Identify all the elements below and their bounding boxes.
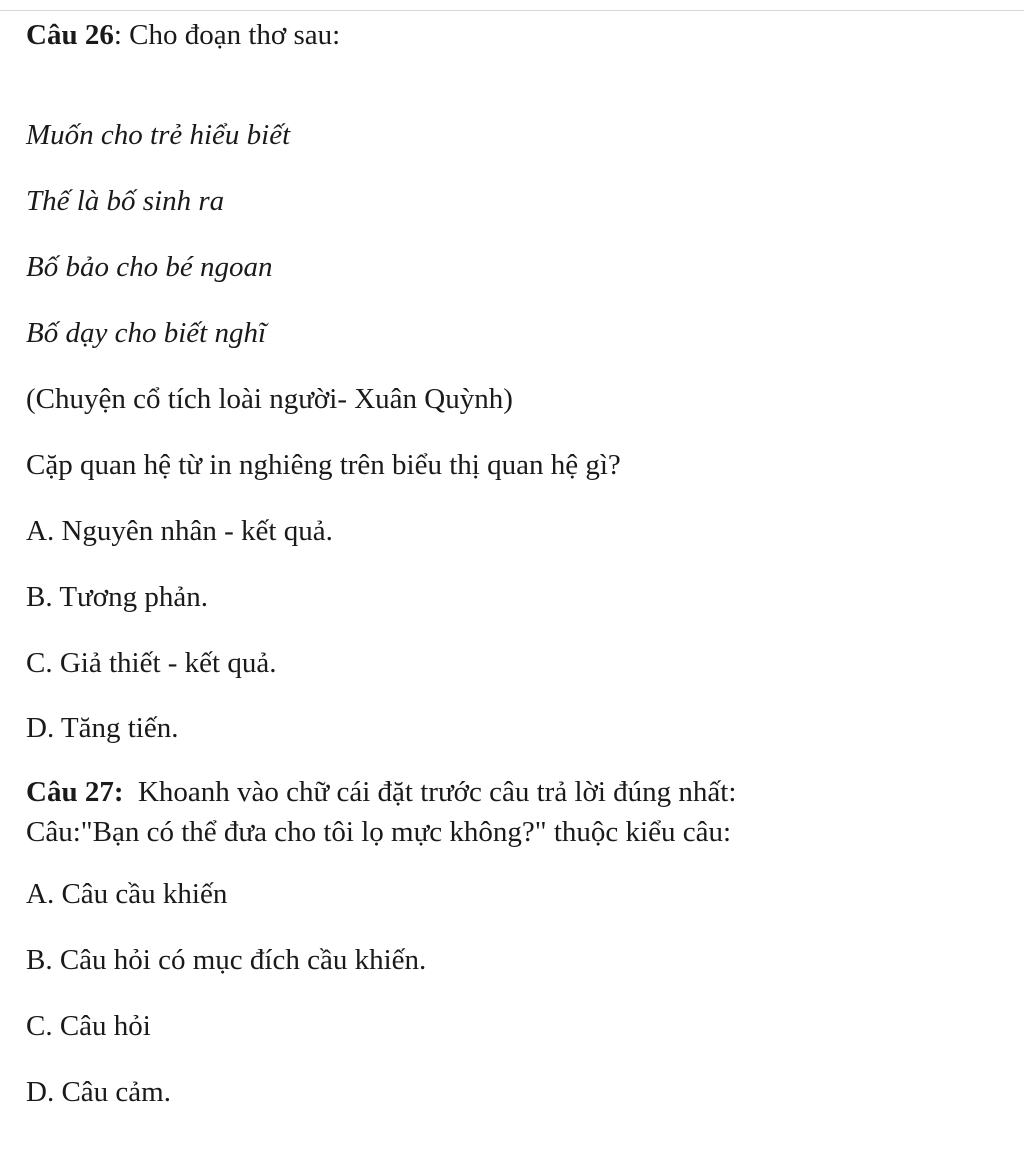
answer-option: B. Câu hỏi có mục đích cầu khiến. (26, 944, 427, 976)
poem-source: (Chuyện cổ tích loài người- Xuân Quỳnh) (26, 383, 513, 415)
answer-option: C. Câu hỏi (26, 1010, 151, 1042)
answer-option: A. Câu cầu khiến (26, 878, 228, 910)
answer-option: A. Nguyên nhân - kết quả. (26, 515, 333, 547)
page-top-border (0, 10, 1024, 11)
question-26-heading (26, 18, 340, 53)
poem-line: Bố dạy cho biết nghĩ (26, 317, 267, 349)
question-26-label: Câu 26 (26, 19, 114, 51)
answer-option: C. Giả thiết - kết quả. (26, 647, 277, 679)
question-26-prompt: : Cho đoạn thơ sau: (113, 19, 341, 51)
answer-option: B. Tương phản. (26, 581, 208, 613)
question-27-label: Câu 27: (26, 776, 124, 808)
answer-option: D. Câu cảm. (26, 1076, 171, 1108)
question-27-prompt: Khoanh vào chữ cái đặt trước câu trả lời đúng nhất: (123, 776, 737, 808)
question-27-heading (26, 775, 736, 810)
answer-option: D. Tăng tiến. (26, 712, 179, 744)
question-26-text: Cặp quan hệ từ in nghiêng trên biểu thị quan hệ gì? (26, 449, 621, 481)
poem-line: Muốn cho trẻ hiểu biết (26, 119, 291, 151)
question-27-text: Câu:"Bạn có thể đưa cho tôi lọ mực không?" thuộc kiểu câu: (26, 816, 732, 848)
poem-line: Thế là bố sinh ra (26, 185, 225, 217)
poem-line: Bố bảo cho bé ngoan (26, 251, 273, 283)
